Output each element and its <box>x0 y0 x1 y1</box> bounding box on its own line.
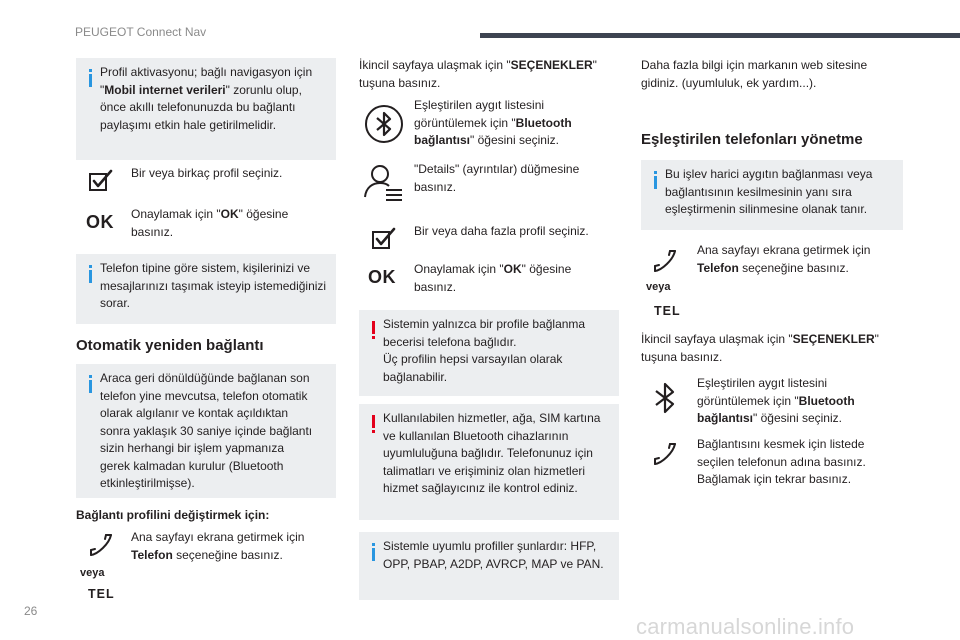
tel-label: TEL <box>654 304 681 318</box>
info-icon <box>87 265 94 283</box>
section-heading-auto-reconnect: Otomatik yeniden bağlantı <box>76 337 264 354</box>
step-details: "Details" (ayrıntılar) düğmesine basınız. <box>414 162 580 194</box>
checkbox-icon <box>371 226 397 250</box>
warning-icon <box>370 415 377 433</box>
step-bluetooth-list: Eşleştirilen aygıt listesini görüntülemek için "Bluetooth bağlantısı" öğesini seçiniz. <box>414 98 572 147</box>
step-confirm-ok: Onaylamak için "OK" öğesine basınız. <box>414 262 572 294</box>
step-open-phone-home: Ana sayfayı ekrana getirmek için Telefon seçeneğine basınız. <box>131 530 305 562</box>
step-select-profile: Bir veya birkaç profil seçiniz. <box>131 166 283 180</box>
intro-options: İkincil sayfaya ulaşmak için "SEÇENEKLER" tuşuna basınız. <box>359 58 597 90</box>
ok-label: OK <box>368 267 396 287</box>
intro-website: Daha fazla bilgi için markanın web sitesine gidiniz. (uyumluluk, ek yardım...). <box>641 58 868 90</box>
watermark: carmanualsonline.info <box>636 614 855 639</box>
warning-box-profile: Sistemin yalnızca bir profile bağlanma becerisi telefona bağlıdır. Üç profilin hepsi varsayılan olarak bağlanabilir. <box>359 310 619 396</box>
step-bluetooth-list: Eşleştirilen aygıt listesini görüntülemek için "Bluetooth bağlantısı" öğesini seçiniz. <box>697 376 855 425</box>
bluetooth-icon <box>652 382 678 414</box>
section-heading-manage-phones: Eşleştirilen telefonları yönetme <box>641 131 863 148</box>
step-disconnect-phone: Bağlantısını kesmek için listede seçilen telefonun adına basınız. Bağlamak için tekrar basınız. <box>697 437 866 486</box>
info-box-compatible-profiles: Sistemle uyumlu profiller şunlardır: HFP, OPP, PBAP, A2DP, AVRCP, MAP ve PAN. <box>359 532 619 600</box>
warning-box-services: Kullanılabilen hizmetler, ağa, SIM kartına ve kullanılan Bluetooth cihazlarının uyumluluğuna bağlıdır. Telefonunuz için talimatları ve erişiminiz olan hizmetleri hizmet sağlayıcınız ile kontrol ediniz. <box>359 404 619 520</box>
header-bar <box>480 33 960 38</box>
veya-label: veya <box>646 281 671 293</box>
step-open-phone-home: Ana sayfayı ekrana getirmek için Telefon seçeneğine basınız. <box>697 243 871 275</box>
ok-label: OK <box>86 212 114 232</box>
phone-handset-icon <box>88 532 114 558</box>
bluetooth-connection-icon <box>364 104 404 144</box>
step-select-profiles: Bir veya daha fazla profil seçiniz. <box>414 224 589 238</box>
page-number: 26 <box>24 604 38 618</box>
checkbox-icon <box>88 168 114 192</box>
info-icon <box>87 69 94 87</box>
info-box-auto-reconnect: Araca geri dönüldüğünde bağlanan son telefon yine mevcutsa, telefon otomatik olarak algılanır ve kontak açıldıktan sonra yaklaşık 30 saniye içinde bağlantı sizin herhangi bir işlem yapmanıza gerek kalmadan kurulur (Bluetooth etkinleştirilmişse). <box>76 364 336 498</box>
info-box-profile-activation: Profil aktivasyonu; bağlı navigasyon için "Mobil internet verileri" zorunlu olup, önce akıllı telefonunuzda bu bağlantı paylaşımı etkin hale getirilmelidir. <box>76 58 336 160</box>
details-icon <box>363 163 405 203</box>
tel-label: TEL <box>88 587 115 601</box>
veya-label: veya <box>80 567 105 579</box>
info-icon <box>87 375 94 393</box>
intro-options: İkincil sayfaya ulaşmak için "SEÇENEKLER" tuşuna basınız. <box>641 332 879 364</box>
subheading-change-profile: Bağlantı profilini değiştirmek için: <box>76 508 270 522</box>
page-header: PEUGEOT Connect Nav <box>75 25 207 39</box>
warning-icon <box>370 321 377 339</box>
info-icon <box>370 543 377 561</box>
info-icon <box>652 171 659 189</box>
phone-handset-icon <box>652 248 678 274</box>
step-confirm-ok: Onaylamak için "OK" öğesine basınız. <box>131 207 289 239</box>
info-box-manage-phones: Bu işlev harici aygıtın bağlanması veya bağlantısının kesilmesinin yanı sıra eşleştirmenin silinmesine olanak tanır. <box>641 160 903 230</box>
info-box-contacts-transfer: Telefon tipine göre sistem, kişilerinizi ve mesajlarınızı taşımak isteyip istemediğinizi sorar. <box>76 254 336 324</box>
phone-handset-icon <box>652 441 678 467</box>
